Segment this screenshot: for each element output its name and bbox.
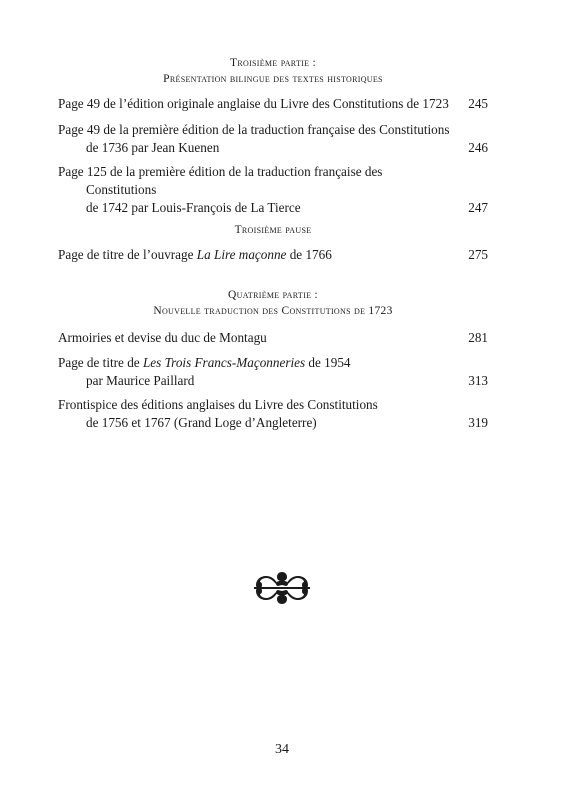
toc-entry [58,95,488,113]
section-heading-line: Troisième partie : [230,57,316,69]
entry-page-number: 246 [468,140,488,155]
book-title: Les Trois Francs-Maçonneries [142,355,306,370]
entry-text-continued: de 1756 et 1767 (Grand Loge d’Angleterre) [86,415,317,430]
entry-text: Page 49 de la première édition de la traduction française des Constitutions [58,122,450,137]
section-heading-line: Présentation bilingue des textes historiques [163,73,383,85]
toc-entry [58,246,488,264]
entry-page-number: 245 [468,96,488,111]
section-heading-line: Quatrième partie : [228,289,318,301]
entry-text: Page de titre de l’ouvrage La Lire maçonne de 1766 [58,247,332,262]
entry-text-continued: de 1742 par Louis-François de La Tierce [86,200,301,215]
page-number: 34 [275,742,289,757]
toc-entry [58,396,488,432]
section-heading-part-4 [58,287,488,319]
section-heading-line: Troisième pause [234,224,312,236]
toc-entry [58,121,488,157]
entry-page-number: 247 [468,200,488,215]
entry-text-continued: par Maurice Paillard [86,373,195,388]
entry-page-number: 281 [468,330,488,345]
entry-text-continued: de 1736 par Jean Kuenen [86,140,220,155]
book-title: La Lire maçonne [196,247,287,262]
toc-entry [58,354,488,390]
toc-entry [58,163,488,217]
entry-page-number: 319 [468,415,488,430]
entry-page-number: 275 [468,247,488,262]
entry-page-number: 313 [468,373,488,388]
fleuron-ornament-icon [246,568,318,608]
entry-text: Page 125 de la première édition de la traduction française des Constitutions [58,164,383,197]
entry-text: Page de titre de Les Trois Francs-Maçonneries de 1954 [58,355,351,370]
toc-entry [58,329,488,347]
section-heading-line: Nouvelle traduction des Constitutions de 1723 [153,305,393,317]
entry-text: Frontispice des éditions anglaises du Livre des Constitutions [58,397,378,412]
entry-text: Armoiries et devise du duc de Montagu [58,330,267,345]
entry-text: Page 49 de l’édition originale anglaise du Livre des Constitutions de 1723 [58,96,449,111]
section-heading-part-3 [58,55,488,87]
section-heading-pause-3 [58,222,488,238]
